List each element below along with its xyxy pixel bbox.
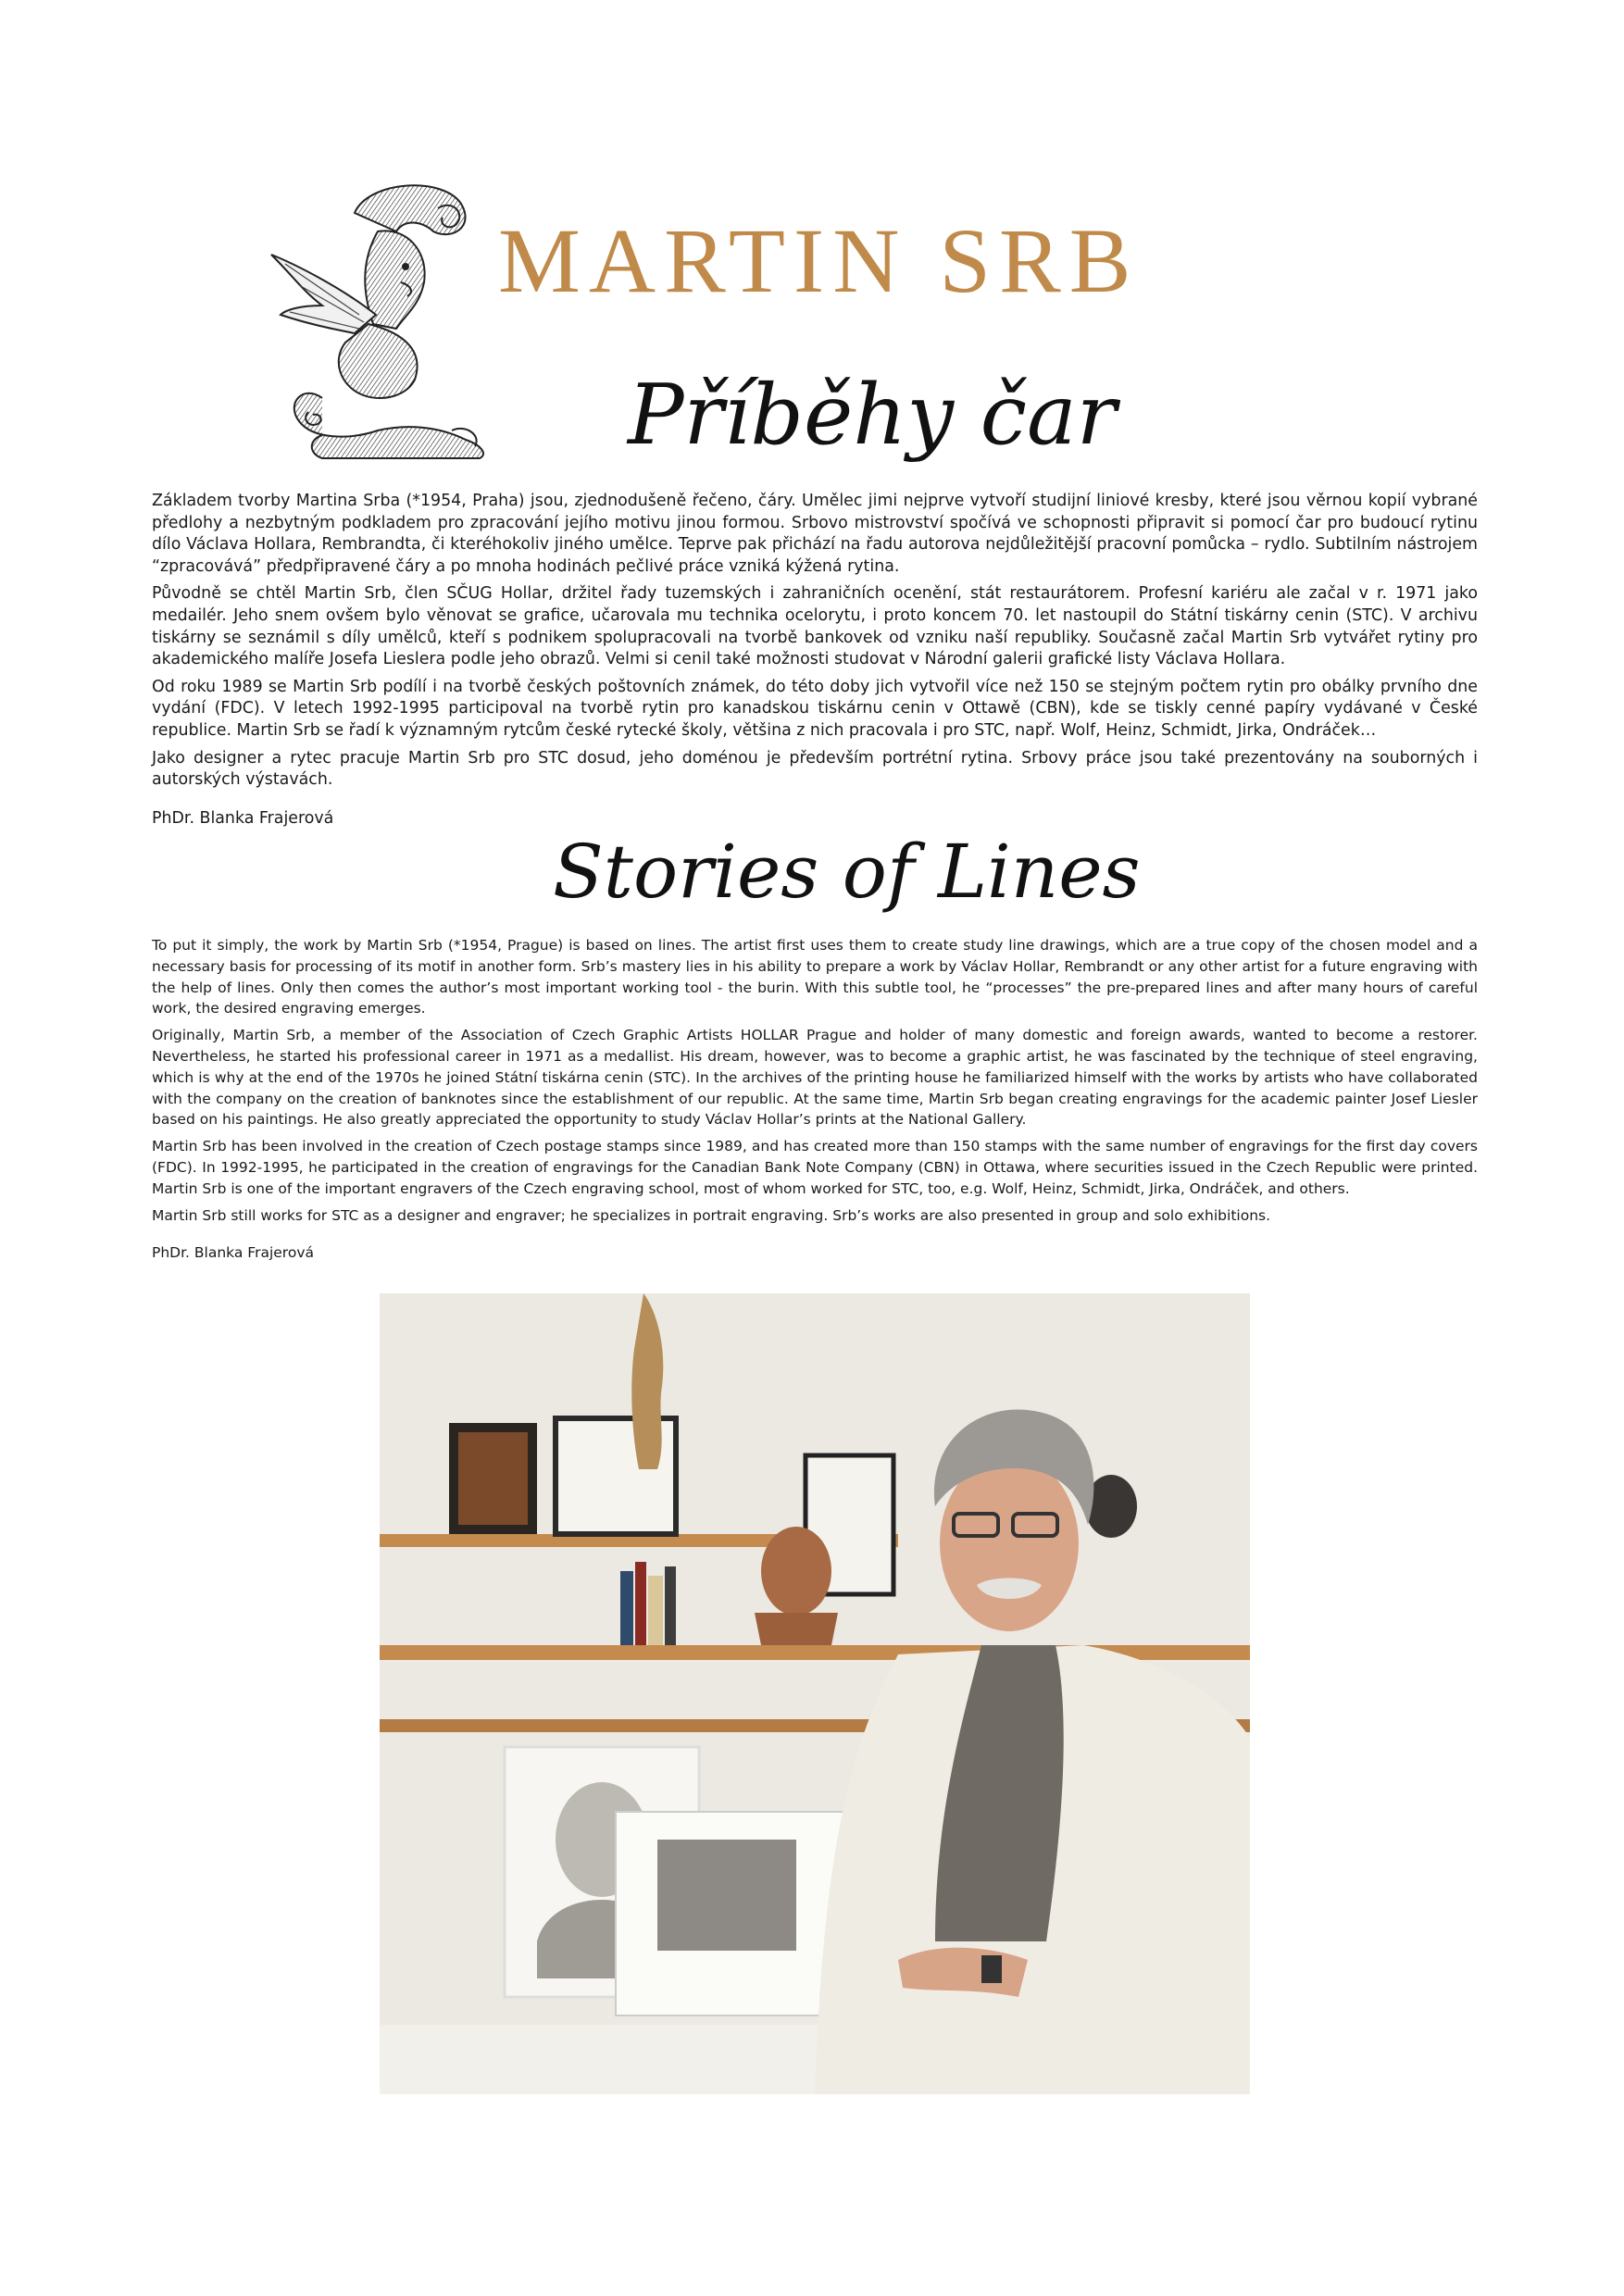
- english-paragraph: Martin Srb has been involved in the creation of Czech postage stamps since 1989, and has created more than 150 stamps with the same number of engravings for the first day covers (FDC). In 1992-1995, he participated in the creation of engravings for the Canadian Bank Note Company (CBN) in Ottawa, where securities issued in the Czech Republic were printed. Martin Srb is one of the important engravers of the Czech engraving school, most of whom worked for STC, too, e.g. Wolf, Heinz, Schmidt, Jirka, Ondráček, and others.: [152, 1138, 1478, 1197]
- english-paragraph: Originally, Martin Srb, a member of the Association of Czech Graphic Artists HOLLAR Prague and holder of many domestic and foreign awards, wanted to become a restorer. Nevertheless, he started his professional career in 1971 as a medallist. His dream, however, was to become a graphic artist, he was fascinated by the technique of steel engraving, which is why at the end of the 1970s he joined Státní tiskárna cenin (STC). In the archives of the printing house he familiarized himself with the works by artists who have collaborated with the company on the creation of banknotes since the establishment of our republic. At the same time, Martin Srb began creating engravings for the academic painter Josef Liesler based on his paintings. He also greatly appreciated the opportunity to study Václav Hollar’s prints at the National Gallery.: [152, 1027, 1478, 1129]
- griffin-engraving-logo: [267, 176, 498, 463]
- czech-paragraph: Od roku 1989 se Martin Srb podílí i na tvorbě českých poštovních známek, do této doby jich vytvořil více než 150 se stejným počtem rytin pro obálky prvního dne vydání (FDC). V letech 1992-1995 participoval na tvorbě rytin pro kanadskou tiskárnu cenin v Ottawě (CBN), kde se tiskly cenné papíry vydávané v České republice. Martin Srb se řadí k významným rytcům české rytecké školy, většina z nich pracovala i pro STC, např. Wolf, Heinz, Schmidt, Jirka, Ondráček…: [152, 677, 1478, 740]
- english-heading: Stories of Lines: [553, 829, 1141, 915]
- english-author: PhDr. Blanka Frajerová: [152, 1244, 314, 1262]
- english-paragraph: Martin Srb still works for STC as a designer and engraver; he specializes in portrait engraving. Srb’s works are also presented in group and solo exhibitions.: [152, 1206, 1271, 1224]
- english-paragraph: To put it simply, the work by Martin Srb (*1954, Prague) is based on lines. The artist first uses them to create study line drawings, which are a true copy of the chosen model and a necessary basis for processing of its motif in another form. Srb’s mastery lies in his ability to prepare a work by Václav Hollar, Rembrandt or any other artist for a future engraving with the help of lines. Only then comes the author’s most important working tool - the burin. With this subtle tool, he “processes” the pre-prepared lines and after many hours of careful work, the desired engraving emerges.: [152, 937, 1478, 1017]
- czech-text: [152, 491, 1478, 835]
- english-text: [152, 935, 1478, 1269]
- czech-paragraph: Původně se chtěl Martin Srb, člen SČUG Hollar, držitel řady tuzemských i zahraničních ocenění, stát restaurátorem. Profesní kariéru ale začal v r. 1971 jako medailér. Jeho snem ovšem bylo věnovat se grafice, učarovala mu technika ocelorytu, i proto koncem 70. let nastoupil do Státní tiskárny cenin (STC). V archivu tiskárny se seznámil s díly umělců, kteří s podnikem spolupracovali na tvorbě bankovek od vzniku naší republiky. Současně začal Martin Srb vytvářet rytiny pro akademického malíře Josefa Lieslera podle jeho obrazů. Velmi si cenil také možnosti studovat v Národní galerii grafické listy Václava Hollara.: [152, 584, 1478, 669]
- czech-author: PhDr. Blanka Frajerová: [152, 808, 334, 828]
- artist-portrait-photo: [380, 1293, 1250, 2094]
- czech-paragraph: Základem tvorby Martina Srba (*1954, Praha) jsou, zjednodušeně řečeno, čáry. Umělec jimi nejprve vytvoří studijní liniové kresby, které jsou věrnou kopií vybrané předlohy a nezbytným podkladem pro zpracování jejího motivu jinou formou. Srbovo mistrovství spočívá ve schopnosti připravit si pomocí čar pro budoucí rytinu dílo Václava Hollara, Rembrandta, či kteréhokoliv jiného umělce. Teprve pak přichází na řadu autorova nejdůležitější pracovní pomůcka – rydlo. Subtilním nástrojem “zpracovává” předpřipravené čáry a po mnoha hodinách pečlivé práce vzniká kýžená rytina.: [152, 492, 1478, 576]
- czech-heading: Příběhy čar: [628, 367, 1117, 464]
- czech-paragraph: Jako designer a rytec pracuje Martin Srb pro STC dosud, jeho doménou je především portrétní rytina. Srbovy práce jsou také prezentovány na souborných i autorských výstavách.: [152, 748, 1478, 790]
- page-title: MARTIN SRB: [498, 209, 1140, 312]
